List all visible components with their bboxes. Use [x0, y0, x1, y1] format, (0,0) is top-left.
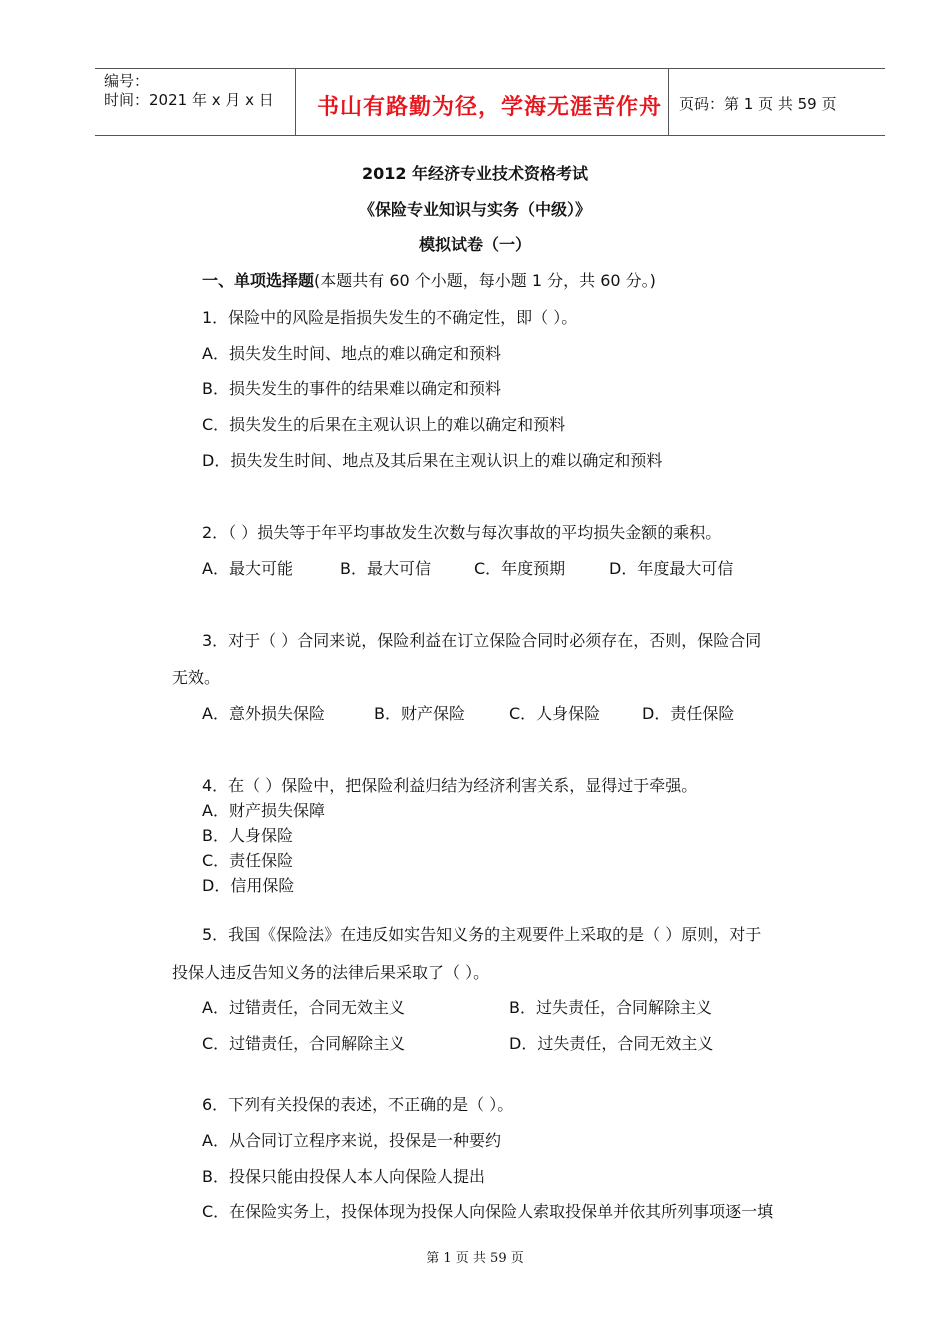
question-6-option-c: C．在保险实务上，投保体现为投保人向保险人索取投保单并依其所列事项逐一填: [202, 1202, 774, 1221]
exam-subject: 《保险专业知识与实务（中级）》: [358, 200, 591, 219]
question-6-option-a: A．从合同订立程序来说，投保是一种要约: [202, 1131, 501, 1150]
question-1-stem: 1．保险中的风险是指损失发生的不确定性，即（ ）。: [202, 308, 578, 327]
header-bottom-rule: [95, 135, 885, 136]
question-3-option-b: B．财产保险: [374, 704, 465, 723]
question-5-option-c: C．过错责任，合同解除主义: [202, 1034, 406, 1053]
header-page-info: 页码：第 1 页 共 59 页: [679, 95, 837, 113]
exam-paper-name: 模拟试卷（一）: [418, 235, 531, 254]
header-motto: 书山有路勤为径，学海无涯苦作舟: [317, 94, 663, 120]
question-6-option-b: B．投保只能由投保人本人向保险人提出: [202, 1167, 485, 1186]
question-4-option-b: B．人身保险: [202, 826, 293, 845]
question-1-option-a: A．损失发生时间、地点的难以确定和预料: [202, 344, 501, 363]
question-3-option-d: D．责任保险: [642, 704, 735, 723]
question-5-option-b: B．过失责任，合同解除主义: [509, 998, 712, 1017]
question-4-option-c: C．责任保险: [202, 851, 294, 870]
question-1-option-b: B．损失发生的事件的结果难以确定和预料: [202, 379, 501, 398]
question-4-option-a: A．财产损失保障: [202, 801, 325, 820]
question-1-option-c: C．损失发生的后果在主观认识上的难以确定和预料: [202, 415, 566, 434]
question-5-option-d: D．过失责任，合同无效主义: [509, 1034, 714, 1053]
header-top-rule: [95, 68, 885, 69]
header-time-label: 时间：2021 年 x 月 x 日: [104, 91, 274, 109]
section-heading-label: 一、单项选择题: [202, 271, 315, 290]
section-heading-note: (本题共有 60 个小题，每小题 1 分，共 60 分。): [314, 271, 656, 290]
question-4-stem: 4．在（ ）保险中，把保险利益归结为经济利害关系，显得过于牵强。: [202, 776, 698, 795]
header-divider-right: [668, 68, 669, 136]
question-5-option-a: A．过错责任，合同无效主义: [202, 998, 405, 1017]
exam-title: 2012 年经济专业技术资格考试: [361, 164, 589, 183]
footer-page-number: 第 1 页 共 59 页: [426, 1251, 524, 1266]
question-5-stem-line-1: 5．我国《保险法》在违反如实告知义务的主观要件上采取的是（ ）原则，对于: [202, 925, 762, 944]
question-3-stem-line-1: 3．对于（ ）合同来说，保险利益在订立保险合同时必须存在，否则，保险合同: [202, 631, 762, 650]
question-1-option-d: D．损失发生时间、地点及其后果在主观认识上的难以确定和预料: [202, 451, 663, 470]
question-2-stem: 2．（ ）损失等于年平均事故发生次数与每次事故的平均损失金额的乘积。: [202, 523, 722, 542]
question-5-stem-line-2: 投保人违反告知义务的法律后果采取了（ ）。: [172, 963, 490, 982]
header-code-label: 编号：: [104, 72, 150, 90]
question-3-option-c: C．人身保险: [509, 704, 601, 723]
question-3-option-a: A．意外损失保险: [202, 704, 325, 723]
header-divider-left: [295, 68, 296, 136]
question-2-option-d: D．年度最大可信: [609, 559, 734, 578]
question-4-option-d: D．信用保险: [202, 876, 295, 895]
question-2-option-b: B．最大可信: [340, 559, 431, 578]
question-3-stem-line-2: 无效。: [172, 668, 221, 687]
question-2-option-a: A．最大可能: [202, 559, 293, 578]
question-2-option-c: C．年度预期: [474, 559, 566, 578]
question-6-stem: 6．下列有关投保的表述，不正确的是（ ）。: [202, 1095, 514, 1114]
section-heading: [202, 268, 656, 291]
